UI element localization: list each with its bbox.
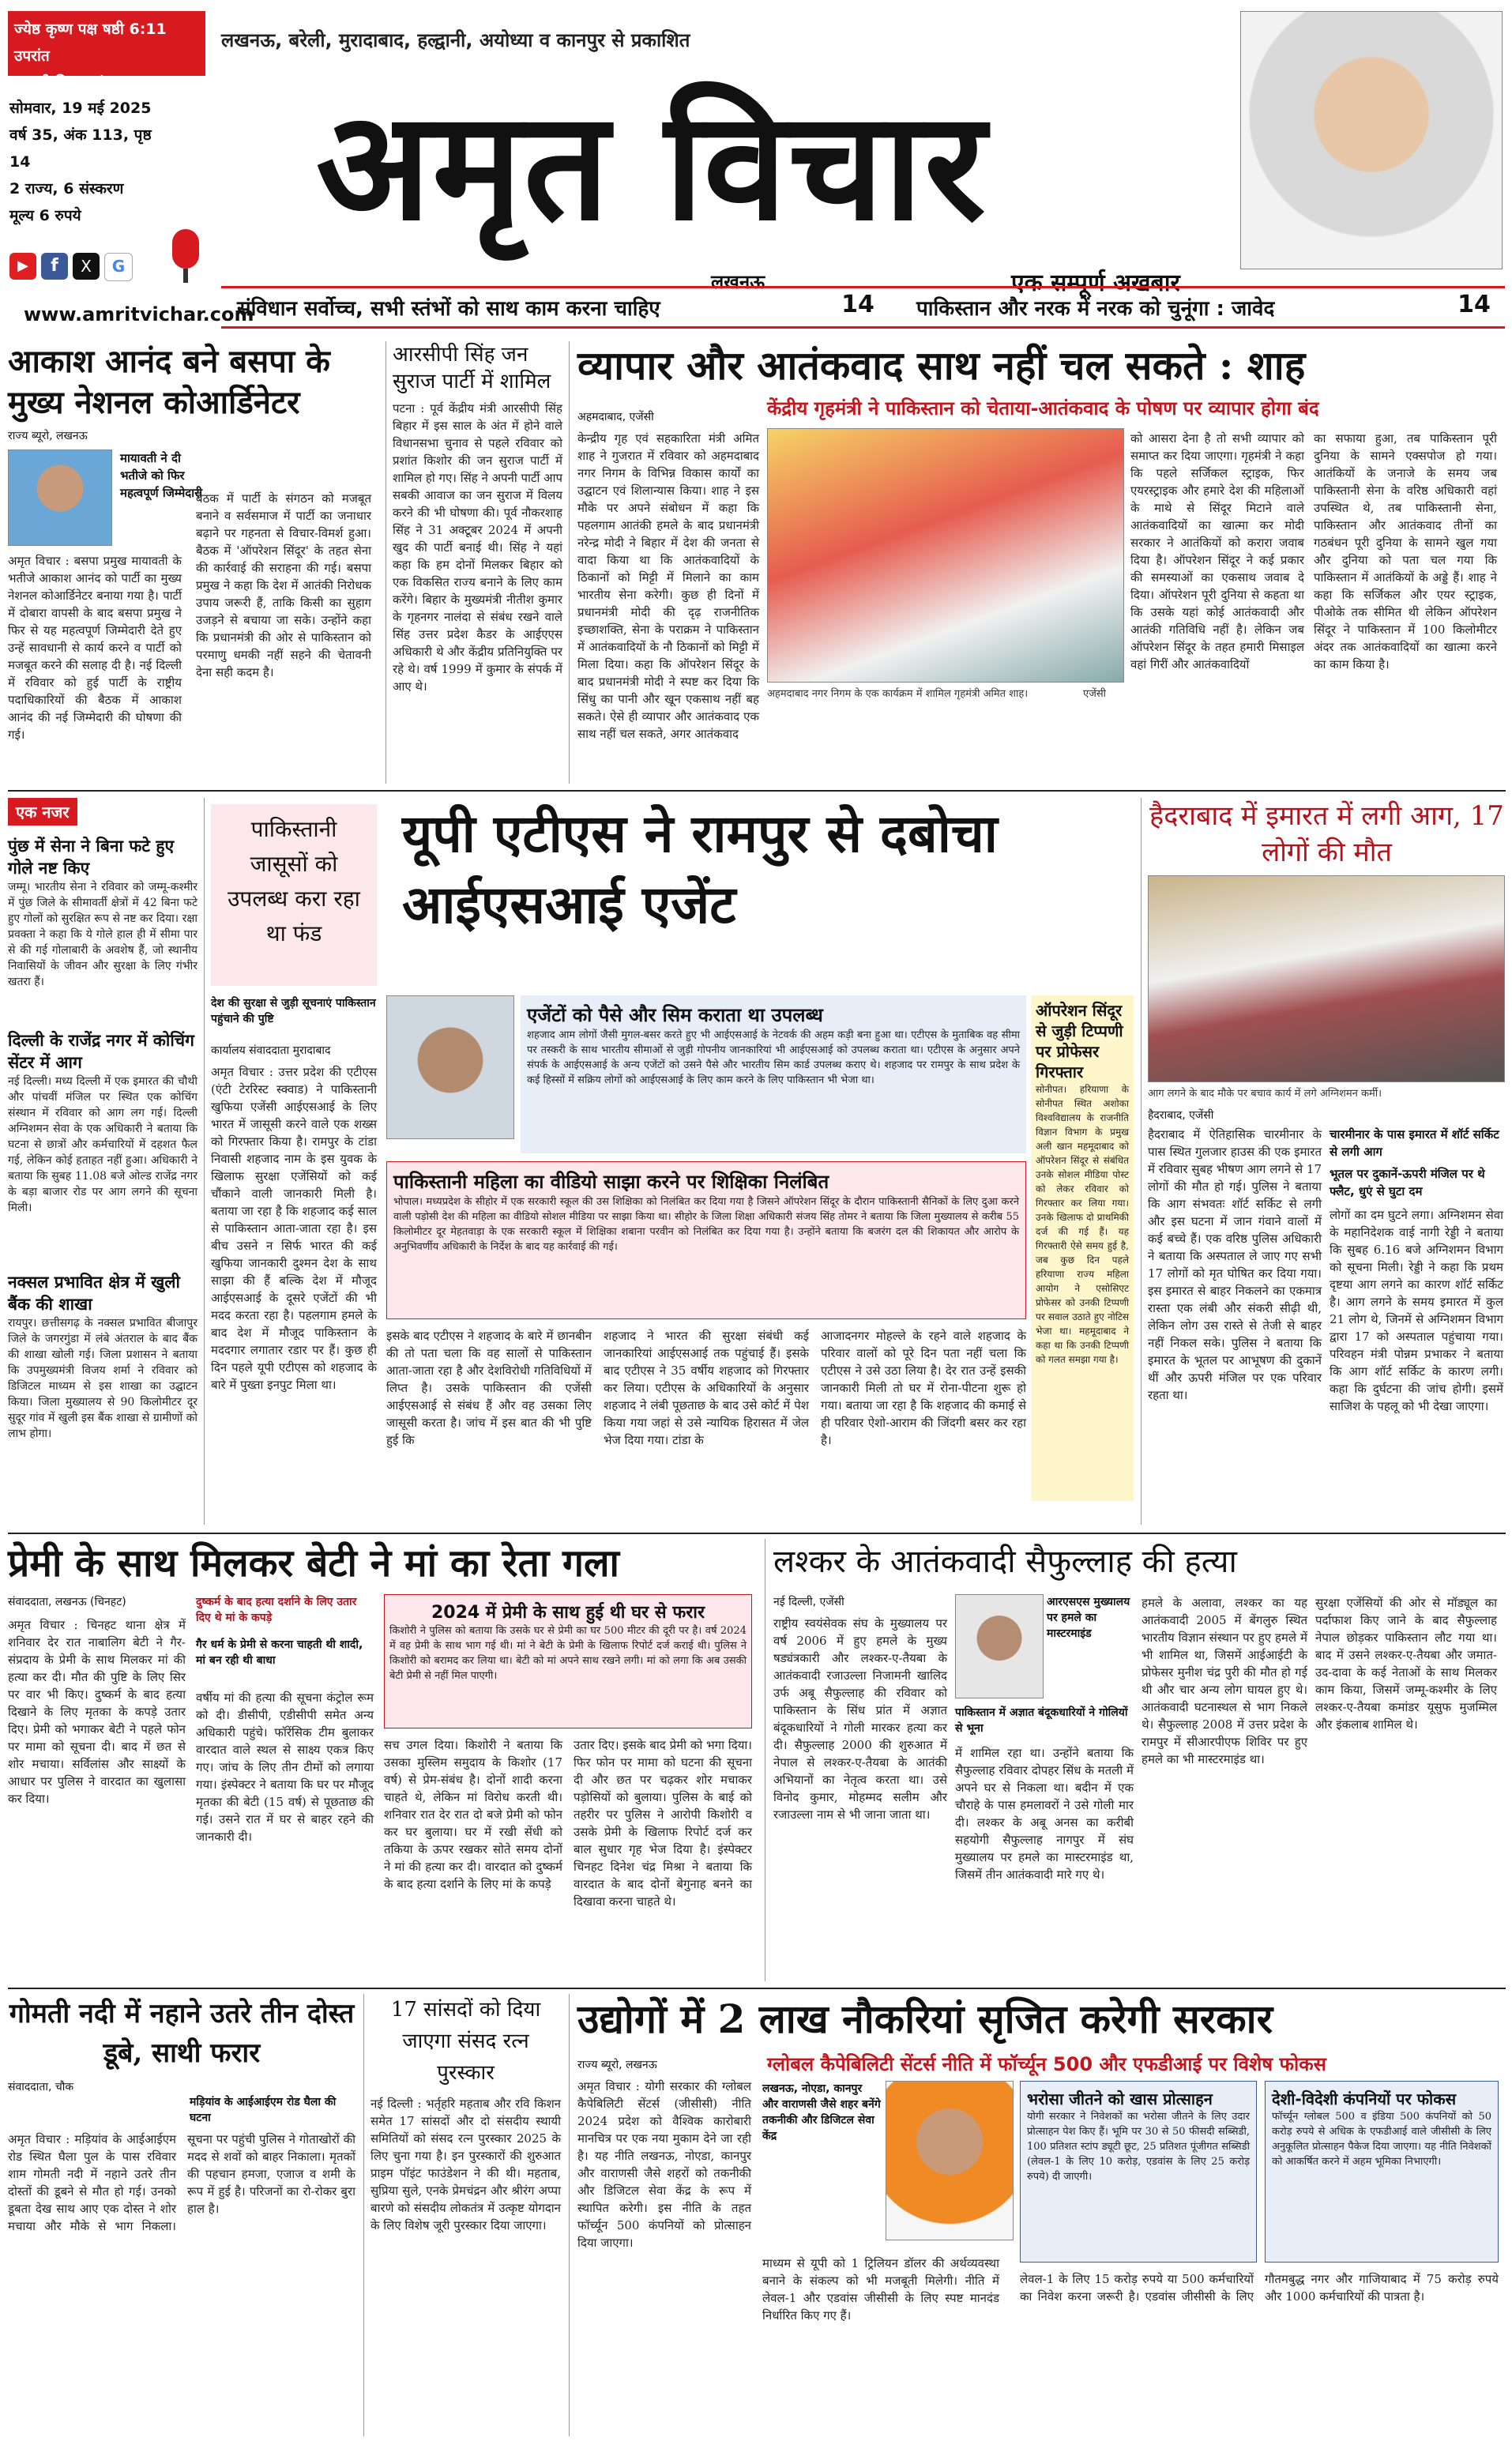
microphone-logo (158, 229, 213, 284)
editions-line: लखनऊ, बरेली, मुरादाबाद, हल्द्वानी, अयोध्या व कानपुर से प्रकाशित (221, 29, 690, 51)
story-lashkar (765, 1539, 1506, 1981)
story-jobs (569, 1994, 1506, 2436)
hyd-body-1: हैदराबाद में ऐतिहासिक चारमीनार के पास स्थित गुलजार हाउस की एक इमारत में रविवार सुबह भीषण आग लगने से 17 लोगों की मौत हो गई। पुलिस ने बताया कि आग संभवतः शॉर्ट सर्किट से लगी और इस घटना में जान गंवाने वालों में कई बच्चे हैं। एक वरिष्ठ पुलिस अधिकारी ने बताया कि अस्पताल ले जाए गए सभी 17 लोगों को मृत घोषित कर दिया गया। इस इमारत से बाहर निकलने का एकमात्र रास्ता एक लंबी और संकरी सीढ़ी थी, लेकिन लोग उस रास्ते से तेजी से बाहर नहीं निकल सके। पुलिस ने बताया कि इमारत के भूतल पर आभूषण की दुकानें थीं और ऊपरी मंजिल पर एक परिवार रहता था। (1148, 1127, 1322, 1402)
jobs-box2-body: फॉर्च्यून ग्लोबल 500 व इंडिया 500 कंपनियों को 50 करोड़ रुपये से अधिक के एफडीआई वाले जीसीसी के लिए अनुकूलित प्रोत्साहन पैकेज दिया जाएगा। यह नीति निवेशकों को आकर्षित करने में अहम भूमिका निभाएगी। (1272, 2111, 1491, 2168)
teaser-bar (221, 286, 1505, 329)
shah-headline: व्यापार और आतंकवाद साथ नहीं चल सकते : शाह (577, 342, 1306, 389)
teaser-1-page: 14 (837, 288, 878, 322)
premi-body-3: सच उगल दिया। किशोरी ने बताया कि उसका मुस्लिम समुदाय के किशोर (17 वर्ष) से प्रेम-संबंध है। दोनों शादी करना चाहते थे, लेकिन मां विरोध करती थी। शनिवार रात देर रात दो बजे प्रेमी को फोन कर घर बुलाया। घर में रखी सेंधी को तकिया के ऊपर रखकर सोते समय दोनों ने मां की हत्या कर दी। वारदात को दुष्कर्म के बाद हत्या दर्शाने के लिए मां के कपड़े (384, 1738, 562, 1891)
prof-headline: ऑपरेशन सिंदूर से जुड़ी टिप्पणी पर प्रोफेसर गिरफ्तार (1036, 1001, 1123, 1081)
social-icons (9, 253, 133, 283)
ats-box-body: शहजाद आम लोगों जैसी मुगल-बसर करते हुए भी आईएसआई के नेटवर्क की अहम कड़ी बना हुआ था। एटीएस के मुताबिक वह सीमा पर तस्करी के साथ भारतीय सीमाओं से जुड़ी गोपनीय जानकारियां भी आईएसआई को उपलब्ध कराता था। एटीएस के अनुसार अपने संपर्क के आईएसआई के अन्य एजेंटों को उसने पैसे और भारतीय सिम कार्ड उपलब्ध कराए थे। शहजाद पर रामपुर के साथ प्रदेश के कई हिस्सों में सक्रिय लोगों को आईएसआई के लिए काम करने के लिए पाकिस्तान भी भेजा था। (527, 1029, 1020, 1086)
x-icon[interactable]: X (73, 253, 100, 280)
website-url[interactable]: www.amritvichar.com (24, 303, 254, 325)
ats-headline: यूपी एटीएस ने रामपुर से दबोचा आईएसआई एजेंट (402, 803, 998, 935)
nazar-b3: रायपुर। छत्तीसगढ़ के नक्सल प्रभावित बीजापुर जिले के जगरगुंडा में लंबे अंतराल के बाद बैंक की शाखा खोली गई। जिला प्रशासन ने बताया कि उपमुख्यमंत्री विजय शर्मा ने रविवार को डिजिटल माध्यम से इस शाखा का उद्घाटन किया। जिला मुख्यालय से 90 किलोमीटर दूर सुदूर गांव में खुली इस बैंक शाखा से ग्रामीणों को लाभ होगा। (8, 1317, 197, 1440)
hyd-photo-caption: आग लगने के बाद मौके पर बचाव कार्य में लगे अग्निशमन कर्मी। (1148, 1088, 1382, 1100)
bsp-headline: आकाश आनंद बने बसपा के मुख्य नेशनल कोआर्डिनेटर (8, 343, 330, 421)
jobs-body-2: माध्यम से यूपी को 1 ट्रिलियन डॉलर की अर्थव्यवस्था बनाने के संकल्प को भी मजबूती मिलेगी। नीति में लेवल-1 और एडवांस जीसीसी के लिए स्पष्ट मानदंड निर्धारित किए गए हैं। (762, 2256, 999, 2323)
jobs-box1-body: योगी सरकार ने निवेशकों का भरोसा जीतने के लिए उदार प्रोत्साहन पेश किए हैं। भूमि पर 30 से 50 फीसदी सब्सिडी, 100 प्रतिशत स्टांप ड्यूटी छूट, 25 प्रतिशत पूंजीगत सब्सिडी (लेवल-1 के लिए 10 करोड़, एडवांस के लिए 25 करोड़ रुपये) दी जाएगी। (1027, 2111, 1250, 2183)
premi-headline: प्रेमी के साथ मिलकर बेटी ने मां का रेता गला (8, 1541, 619, 1585)
shah-dateline: अहमदाबाद, एजेंसी (577, 411, 654, 423)
bsp-body-2: बैठक में पार्टी के संगठन को मजबूत बनाने व सर्वसमाज में पार्टी का जनाधार बढ़ाने पर गहनता से विचार-विमर्श हुआ। बैठक में 'ऑपरेशन सिंदूर' के तहत सेना की कार्रवाई की सराहना की गई। बसपा प्रमुख ने कहा कि देश में आतंकी निरोधक उपाय जरूरी हैं, ताकि किसी का सुहाग उजड़ने से बचाया जा सके। उन्होंने कहा कि प्रधानमंत्री की ओर से पाकिस्तान को परमाणु धमकी नहीं सहने की चेतावनी देना सही कदम है। (196, 491, 371, 679)
yogi-photo (886, 2081, 1014, 2240)
prof-body: सोनीपत। हरियाणा के सोनीपत स्थित अशोका विश्वविद्यालय के राजनीति विज्ञान विभाग के प्रमुख अली खान महमूदाबाद को ऑपरेशन सिंदूर से संबंधित उनके सोशल मीडिया पोस्ट को लेकर रविवार को गिरफ्तार कर लिया गया। उनके खिलाफ दो प्राथमिकी दर्ज की गई हैं। यह गिरफ्तारी ऐसे समय हुई है, जब कुछ दिन पहले हरियाणा राज्य महिला आयोग ने एसोसिएट प्रोफेसर को उनकी टिप्पणी पर सवाल उठाते हुए नोटिस भेजा था। महमूदाबाद ने कहा था कि उनकी टिप्पणी को गलत समझा गया है। (1036, 1084, 1129, 1365)
shah-photo (767, 428, 1124, 683)
ek-nazar (8, 798, 197, 1525)
ats-box (521, 995, 1026, 1153)
premi-body-2: वर्षीय मां की हत्या की सूचना कंट्रोल रूम को दी। डीसीपी, एडीसीपी समेत अन्य अधिकारी पहुंचे। फॉरेंसिक टीम बुलाकर वारदात वाले स्थल से साक्ष्य एकत्र किए गए। जांच के लिए तीन टीमों को लगाया गया। इंस्पेक्टर ने बताया कि घर पर मौजूद मृतका की बेटी (15 वर्ष) से पूछताछ की गई। उसने रात में घर से बाहर रहने की जानकारी दी। (196, 1691, 374, 1844)
lashkar-body-2: में शामिल रहा था। उन्होंने बताया कि सैफुल्लाह रविवार दोपहर सिंध के मतली में अपने घर से निकला था। बदीन में एक चौराहे के पास हमलावरों ने उसे गोली मार दी। लश्कर के अबू अनस का करीबी सहयोगी सैफुल्लाह नागपुर में संघ मुख्यालय पर हमले का मास्टरमाइंड था, जिसमें तीन आतंकवादी मारे गए थे। (955, 1746, 1134, 1882)
volume: वर्ष 35, अंक 113, पृष्ठ 14 (9, 126, 152, 171)
saifullah-photo (955, 1594, 1044, 1698)
story-hyd (1141, 798, 1506, 1525)
teacher-box (386, 1161, 1026, 1319)
prof-box (1031, 995, 1134, 1501)
hyd-bullet-2: भूतल पर दुकानें-ऊपरी मंजिल पर थे फ्लैट, धुएं से घुटा दम (1330, 1167, 1485, 1198)
lashkar-body-3: हमले के अलावा, लश्कर का यह आतंकवादी 2005 में बेंगलुरु स्थित भारतीय विज्ञान संस्थान पर हुए हमले में भी शामिल था, जिसमें आईआईटी के प्रोफेसर मुनीश चंद्र पुरी की मौत हो गई थी और चार अन्य लोग घायल हुए थे। आतंकवादी घटनास्थल से भाग निकले थे। सैफुल्लाह 2008 में उत्तर प्रदेश के रामपुर में सीआरपीएफ शिविर पर हुए हमले का भी मास्टरमाइंड था। (1142, 1596, 1307, 1766)
ats-box-headline: एजेंटों को पैसे और सिम कराता था उपलब्ध (527, 1004, 823, 1026)
price: मूल्य 6 रुपये (9, 207, 81, 224)
teaser-2-page: 14 (1457, 291, 1491, 318)
rcp-headline: आरसीपी सिंह जन सुराज पार्टी में शामिल (393, 343, 551, 393)
states: 2 राज्य, 6 संस्करण (9, 180, 124, 197)
ats-body-2: इसके बाद एटीएस ने शहजाद के बारे में छानबीन की तो पता चला कि वह सालों से पाकिस्तान आता-जाता रहा है और देशविरोधी गतिविधियों में लिप्त है। उसके पाकिस्तान की एजेंसी आईएसआई से संबंध हैं और वह उसका लिए जासूसी करता है। जांच में इस बात की भी पुष्टि हुई कि (386, 1329, 592, 1447)
jobs-subhead: ग्लोबल कैपेबिलिटी सेंटर्स नीति में फॉर्च्यून 500 और एफडीआई पर विशेष फोकस (767, 2053, 1326, 2075)
gomti-bullet: मड़ियांव के आईआईएम रोड घैला की घटना (190, 2096, 337, 2124)
panchang-line-1: ज्येष्ठ कृष्ण पक्ष षष्ठी 6:11 उपरांत (14, 21, 167, 65)
jobs-body-1: अमृत विचार : योगी सरकार की ग्लोबल कैपेबिलिटी सेंटर्स (जीसीसी) नीति 2024 प्रदेश को वैश्विक कारोबारी मानचित्र पर एक नया मुकाम देने जा रही है। यह नीति लखनऊ, नोएडा, कानपुर और वाराणसी जैसे शहरों को तकनीकी और डिजिटल सेवा केंद्र के रूप में स्थापित करेगी। इस नीति के तहत फॉर्च्यून 500 कंपनियों को प्रोत्साहन दिया जाएगा। (577, 2079, 751, 2250)
gomti-body: अमृत विचार : मड़ियांव के आईआईएम रोड स्थित घैला पुल के पास रविवार शाम गोमती नदी में नहाने उतरे तीन दोस्तों की डूबने से मौत हो गई। उनको डूबता देख साथ आए एक दोस्त ने शोर मचाया और मौके से भाग निकला। सूचना पर पहुंची पुलिस ने गोताखोरों की मदद से शवों को बाहर निकाला। मृतकों की पहचान हमजा, एजाज व शमी के रूप में हुई है। परिजनों का रो-रोकर बुरा हाल है। (8, 2132, 355, 2233)
masthead (0, 0, 1512, 332)
ats-body-1: अमृत विचार : उत्तर प्रदेश की एटीएस (एंटी टेररिस्ट स्क्वाड) ने पाकिस्तानी खुफिया एजेंसी आईएसआई के लिए भारत में जासूसी करने वाले एक शख्स को गिरफ्तार किया है। रामपुर के टांडा निवासी शहजाद नाम के इस युवक के खिलाफ सुरक्षा एजेंसियों को कई चौंकाने वाली जानकारी मिली है। बताया जा रहा है कि शहजाद कई साल से पाकिस्तान आता-जाता रहा है। इस बीच उसने न सिर्फ भारत की कई खुफिया जानकारी दुश्मन देश के साथ साझा की हैं बल्कि देश में मौजूद आईएसआई के दूसरे एजेंटों की भी मदद करता रहा है। पहलगाम हमले के बाद देश में मौजूद पाकिस्तान के मददगार लगातार रडार पर हैं। कुछ ही दिन पहले यूपी एटीएस को शहजाद के बारे में पुख्ता इनपुट मिला था। (211, 1065, 377, 1392)
ek-nazar-label: एक नजर (8, 798, 77, 826)
story-premi (8, 1539, 757, 1981)
youtube-icon[interactable]: ▶ (9, 253, 36, 280)
google-icon[interactable]: G (104, 253, 133, 281)
story-ats (204, 798, 1135, 1525)
teacher-headline: पाकिस्तानी महिला का वीडियो साझा करने पर शिक्षिका निलंबित (393, 1171, 829, 1193)
newspaper-title: अमृत विचार (316, 77, 987, 254)
hyd-dateline: हैदराबाद, एजेंसी (1148, 1109, 1214, 1122)
bsp-dateline: राज्य ब्यूरो, लखनऊ (8, 430, 88, 442)
ats-bullet: देश की सुरक्षा से जुड़ी सूचनाएं पाकिस्तान पहुंचाने की पुष्टि (211, 997, 376, 1025)
story-mps (363, 1994, 561, 2436)
hyd-photo (1148, 875, 1505, 1082)
ats-side-box (211, 804, 377, 986)
issue-info (9, 95, 175, 229)
jobs-dateline: राज्य ब्यूरो, लखनऊ (577, 2059, 657, 2071)
premi-body-1: अमृत विचार : चिनहट थाना क्षेत्र में शनिवार देर रात नाबालिग बेटी ने गैर-संप्रदाय के प्रेमी के साथ मिलकर मां की हत्या कर दी। मौत की पुष्टि के लिए सिर पर वार भी किए। दुष्कर्म के बाद हत्या दिखाने के लिए मृतका के कपड़े उतार दिए। प्रेमी को भगाकर बेटी ने पहले फोन पर मामा को सूचना दी। बाद में छत से शोर मचाया। सर्विलांस और साक्ष्यों के आधार पर पुलिस ने वारदात का खुलासा कर दिया। (8, 1618, 186, 1806)
ats-body-3: शहजाद ने भारत की सुरक्षा संबंधी कई जानकारियां आईएसआई तक पहुंचाई हैं। इसके बाद एटीएस ने 35 वर्षीय शहजाद को गिरफ्तार कर लिया। एटीएस के अधिकारियों के अनुसार शहजाद ने लंबी पूछताछ के बाद उसे कोर्ट में पेश किया गया जहां से उसे न्यायिक हिरासत में जेल भेज दिया गया। टांडा के (604, 1329, 809, 1447)
jobs-bullet: लखनऊ, नोएडा, कानपुर और वाराणसी जैसे शहर बनेंगे तकनीकी और डिजिटल सेवा केंद्र (762, 2082, 881, 2142)
teaser-2[interactable]: पाकिस्तान और नरक में नरक को चुनूंगा : जावेद (916, 297, 1275, 321)
hyd-body-2: लोगों का दम घुटने लगा। अग्निशमन सेवा के महानिदेशक वाई नागी रेड्डी ने बताया कि सुबह 6.16 बजे अग्निशमन विभाग को सूचना मिली। रेड्डी ने कहा कि प्रथम दृष्टया आग लगने का कारण शॉर्ट सर्किट है। आग लगने के समय इमारत में कुल 21 लोग थे, जिनमें से अग्निशमन विभाग द्वारा 17 को अस्पताल पहुंचाया गया। परिवहन मंत्री पोन्नम प्रभाकर ने बताया कि आग शॉर्ट सर्किट के कारण लगी। कहा कि दुर्घटना की जांच होगी। इसमें साजिश के पहलू को भी देखा जाएगा। (1330, 1208, 1503, 1413)
javed-photo (1240, 11, 1503, 269)
hyd-bullet-1: चारमीनार के पास इमारत में शॉर्ट सर्किट से लगी आग (1330, 1127, 1499, 1159)
lashkar-body-4: सुरक्षा एजेंसियों की ओर से मॉड्यूल का पर्दाफाश किए जाने के बाद सैफुल्लाह नेपाल छोड़कर पाकिस्तान लौट गया था। बाद में उसने लश्कर-ए-तैयबा और जमात-उद-दावा के कई नेताओं के साथ मिलकर काम किया, जिसमें जम्मू-कश्मीर के लिए लश्कर-ए-तैयबा कमांडर यूसुफ मुजम्मिल और इंकलाब शामिल थे। (1315, 1596, 1497, 1732)
lashkar-photo-caption: आरएसएस मुख्यालय पर हमले का मास्टरमाइंड (1047, 1596, 1130, 1640)
shah-body-3: का सफाया हुआ, तब पाकिस्तान पूरी दुनिया के सामने एक्सपोज हो गया। आतंकियों के जनाजे के समय जब पाकिस्तानी सेना के वरिष्ठ अधिकारी वहां उपस्थित थे, तब पाकिस्तानी सेना, पाकिस्तान और आतंकवाद तीनों का गठबंधन पूरी दुनिया के सामने खुल गया और दुनिया को पता चल गया कि पाकिस्तान में आतंकियों के अड्डे हैं। शाह ने कहा कि सर्जिकल और एयर स्ट्राइक, पीओके तक सीमित थी लेकिन ऑपरेशन सिंदूर ने पाकिस्तान में 100 किलोमीटर अंदर तक आतंकवादियों का खात्मा करने का काम किया है। (1314, 431, 1497, 671)
ats-body-4: आजादनगर मोहल्ले के रहने वाले शहजाद के परिवार वालों को पूरे दिन पता नहीं चला कि एटीएस ने उसे उठा लिया है। देर रात उन्हें इसकी जानकारी मिली तो घर में रोना-पीटना शुरू हो गया। बताया जा रहा है कि शहजाद की कमाई से ही परिवार ऐशो-आराम की जिंदगी बसर कर रहा है। (821, 1329, 1026, 1447)
ats-side-headline: पाकिस्तानी जासूसों को उपलब्ध करा रहा था फंड (228, 816, 360, 946)
jobs-box-1 (1020, 2081, 1257, 2263)
story-rcp (386, 341, 562, 784)
bsp-body-1: अमृत विचार : बसपा प्रमुख मायावती के भतीजे आकाश आनंद को पार्टी का मुख्य नेशनल कोआर्डिनेटर बनाया गया है। पार्टी में दोबारा वापसी के बाद बसपा प्रमुख ने फिर से यह महत्वपूर्ण जिम्मेदारी देते हुए उन्हें सावधानी से कार्य करने व पार्टी को मजबूत करने की सलाह दी है। नई दिल्ली में रविवार को हुई पार्टी के राष्ट्रीय पदाधिकारियों की बैठक में आकाश आनंद की नई जिम्मेदारी की घोषणा की गई। (8, 554, 182, 742)
shahzad-photo (386, 995, 514, 1139)
shah-body-2: को आसरा देना है तो सभी व्यापार को समाप्त कर दिया जाएगा। गृहमंत्री ने कहा कि पहले सर्जिकल स्ट्राइक, फिर एयरस्ट्राइक और हमारे देश की महिलाओं के माथे से सिंदूर मिटाने वाले आतंकवादियों का खात्मा कर मोदी सरकार ने आतंकियों को करारा जवाब दिया है। ऑपरेशन सिंदूर ने कई प्रकार की समस्याओं का एकसाथ जवाब दे दिया। ऑपरेशन पूरी दुनिया से कहता था कि उसके यहां कोई आतंकवादी और आतंकी गतिविधि नहीं है। लेकिन जब ऑपरेशन सिंदूर के तहत हमारी मिसाइल वहां गिरीं और आतंकवादियों (1130, 431, 1304, 671)
mps-body: नई दिल्ली : भर्तृहरि महताब और रवि किशन समेत 17 सांसदों और दो संसदीय स्थायी समितियों को संसद रत्न पुरस्कार 2025 के लिए चुना गया है। इन पुरस्कारों की शुरुआत प्राइम पॉइंट फाउंडेशन ने की थी। महताब, सुप्रिया सुले, एनके प्रेमचंद्रन और श्रीरंग अप्पा बारणे को संसदीय लोकतंत्र में उत्कृष्ट योगदान के लिए विशेष जूरी पुरस्कार दिया जाएगा। (370, 2097, 561, 2232)
premi-dateline: संवाददाता, लखनऊ (चिनहट) (8, 1596, 126, 1608)
lashkar-body-1: राष्ट्रीय स्वयंसेवक संघ के मुख्यालय पर वर्ष 2006 में हुए हमले के मुख्य षड्यंत्रकारी और लश्कर-ए-तैयबा के आतंकवादी रजाउल्ला निजामनी खालिद उर्फ अबू सैफुल्लाह की रविवार को पाकिस्तान के सिंध प्रांत में अज्ञात बंदूकधारियों ने गोली मारकर हत्या कर दी। सैफुल्लाह 2000 की शुरुआत में नेपाल से लश्कर-ए-तैयबा के आतंकी अभियानों का नेतृत्व करता था। उसे विनोद कुमार, मोहम्मद सलीम और रजाउल्ला नाम से भी जाना जाता था। (773, 1616, 947, 1822)
lashkar-headline: लश्कर के आतंकवादी सैफुल्लाह की हत्या (773, 1544, 1237, 1580)
jobs-box-2 (1265, 2081, 1499, 2263)
facebook-icon[interactable]: f (41, 253, 68, 280)
jobs-box1-headline: भरोसा जीतने को खास प्रोत्साहन (1027, 2090, 1213, 2108)
divider-2 (8, 1533, 1506, 1534)
shah-subhead: केंद्रीय गृहमंत्री ने पाकिस्तान को चेताया-आतंकवाद के पोषण पर व्यापार होगा बंद (767, 397, 1319, 419)
lashkar-bullet: पाकिस्तान में अज्ञात बंदूकधारियों ने गोलियों से भूना (955, 1706, 1128, 1735)
premi-body-4: उतार दिए। इसके बाद प्रेमी को भगा दिया। फिर फोन पर मामा को घटना की सूचना दी और छत पर चढ़कर शोर मचाकर पड़ोसियों को बुलाया। पुलिस के बाई को तहरीर पर पुलिस ने आरोपी किशोरी व उसके प्रेमी के खिलाफ रिपोर्ट दर्ज कर बाल सुधार गृह भेज दिया है। इंस्पेक्टर चिनहट दिनेश चंद्र मिश्रा ने बताया कि वारदात के बाद दोनों बेगुनाह बनने का दिखावा करना चाहते थे। (574, 1738, 752, 1909)
lashkar-dateline: नई दिल्ली, एजेंसी (773, 1596, 844, 1608)
divider-3 (8, 1988, 1506, 1989)
panchang-box (8, 11, 205, 92)
jobs-headline: उद्योगों में 2 लाख नौकरियां सृजित करेगी सरकार (577, 1995, 1273, 2042)
premi-box-headline: 2024 में प्रेमी के साथ हुई थी घर से फरार (431, 1603, 705, 1623)
city-name: लखनऊ (711, 271, 765, 293)
bsp-photo-caption: मायावती ने दी भतीजे को फिर महत्वपूर्ण जिम्मेदारी (120, 451, 203, 500)
mps-headline: 17 सांसदों को दिया जाएगा संसद रत्न पुरस्कार (390, 1998, 541, 2085)
hyd-headline: हैदराबाद में इमारत में लगी आग, 17 लोगों की मौत (1149, 800, 1504, 868)
nazar-b1: जम्मू। भारतीय सेना ने रविवार को जम्मू-कश्मीर में पुंछ जिले के सीमावर्ती क्षेत्रों में 42 बिना फटे हुए गोलों को सुरक्षित रूप से नष्ट कर दिया। रक्षा प्रवक्ता ने कहा कि ये गोले हाल ही में सीमा पार से की गई गोलाबारी के अवशेष हैं, जो स्थानीय निवासियों के जीवन और सुरक्षा के लिए गंभीर खतरा हैं। (8, 881, 197, 988)
premi-box (384, 1594, 752, 1728)
premi-bullet-2: गैर धर्म के प्रेमी से करना चाहती थी शादी, मां बन रही थी बाधा (196, 1638, 363, 1667)
jobs-body-3: लेवल-1 के लिए 15 करोड़ रुपये या 500 कर्मचारियों का निवेश करना जरूरी है। एडवांस जीसीसी के लिए गौतमबुद्ध नगर और गाजियाबाद में 75 करोड़ रुपये और 1000 कर्मचारियों की पात्रता है। (1020, 2272, 1499, 2304)
gomti-dateline: संवाददाता, चौक (8, 2081, 74, 2093)
day-date: सोमवार, 19 मई 2025 (9, 100, 152, 117)
divider-1 (8, 790, 1506, 792)
story-shah (569, 341, 1506, 784)
shah-photo-credit: एजेंसी (1083, 688, 1106, 700)
teacher-body: भोपाल। मध्यप्रदेश के सीहोर में एक सरकारी स्कूल की उस शिक्षिका को निलंबित कर दिया गया है जिसने ऑपरेशन सिंदूर के दौरान पाकिस्तानी सैनिकों के लिए दुआ करने वाली पड़ोसी देश की महिला का वीडियो सोशल मीडिया पर साझा किया था। सीहोर के जिला शिक्षा अधिकारी संजय सिंह तोमर ने बताया कि जिला मुख्यालय से करीब 55 किलोमीटर दूर मेहतवाड़ा के एक सरकारी स्कूल में शिक्षिका शबाना परवीन को निलंबित कर दिया गया है। उन्होंने बताया कि बजरंग दल की शिकायत और आरोप के अनुभिवर्णीय अधिकारी के निर्देश के बाद यह कार्रवाई की गई। (393, 1196, 1019, 1253)
tagline: एक सम्पूर्ण अखबार (1011, 269, 1180, 297)
shah-photo-caption: अहमदाबाद नगर निगम के एक कार्यक्रम में शामिल गृहमंत्री अमित शाह। (767, 688, 1029, 700)
nazar-h2: दिल्ली के राजेंद्र नगर में कोचिंग सेंटर में आग (8, 1031, 194, 1072)
nazar-b2: नई दिल्ली। मध्य दिल्ली में एक इमारत की चौथी और पांचवीं मंजिल पर स्थित एक कोचिंग संस्थान में रविवार को आग लग गई। दिल्ली अग्निशमन सेवा के एक अधिकारी ने बताया कि घटना से छात्रों और कर्मचारियों में दहशत फैल गई, लेकिन कोई हताहत नहीं हुआ। अधिकारी ने बताया कि सुबह 11.08 बजे ओल्ड राजेंद्र नगर के बड़ा बाजार रोड पर आग लगने की सूचना मिली। (8, 1075, 197, 1214)
premi-box-body: किशोरी ने पुलिस को बताया कि उसके घर से प्रेमी का घर 500 मीटर की दूरी पर है। वर्ष 2024 में वह प्रेमी के साथ भाग गई थी। मां ने बेटी के प्रेमी के खिलाफ रिपोर्ट दर्ज कराई थी। पुलिस ने किशोरी को बरामद कर लिया था। बेटी को मां अपने साथ रखने लगी। मां को लगा कि अब उसकी बेटी प्रेमी से नहीं मिल पाएगी। (389, 1625, 747, 1682)
story-gomti (8, 1994, 355, 2436)
teaser-1[interactable]: संविधान सर्वोच्च, सभी स्तंभों को साथ काम करना चाहिए (237, 297, 660, 321)
jobs-box2-headline: देशी-विदेशी कंपनियों पर फोकस (1272, 2090, 1457, 2108)
shah-body-1a: केन्द्रीय गृह एवं सहकारिता मंत्री अमित शाह ने गुजरात में रविवार को अहमदाबाद नगर निगम के विभिन्न विकास कार्यों का उद्घाटन एवं शिलान्यास किया। शाह ने इस मौके पर अपने संबोधन में कहा कि पहलगाम आतंकी हमले के बाद प्रधानमंत्री नरेन्द्र मोदी ने बिहार में देश की जनता से वादा किया था कि आतंकवादियों के ठिकानों को मिट्टी में मिलाने का काम भारतीय सेना करेगी। कुछ ही दिनों में प्रधानमंत्री मोदी की दृढ़ राजनीतिक इच्छाशक्ति, सेना के पराक्रम ने पाकिस्तान में आतंकवादियों के नौ ठिकानों को मिट्टी में मिला दिया। कहा कि ऑपरेशन सिंदूर के बाद प्रधानमंत्री मोदी ने स्पष्ट कर दिया कि सिंधु का पानी और खून एकसाथ नहीं बह सकते। ऐसे ही व्यापार और आतंकवाद एक साथ नहीं चल सकते, अगर आतंकवाद (577, 431, 759, 741)
akash-photo (8, 450, 112, 546)
gomti-headline: गोमती नदी में नहाने उतरे तीन दोस्त डूबे, साथी फरार (9, 1998, 355, 2069)
nazar-h1: पुंछ में सेना ने बिना फटे हुए गोले नष्ट किए (8, 837, 175, 878)
premi-bullet-1: दुष्कर्म के बाद हत्या दर्शाने के लिए उतार दिए थे मां के कपड़े (196, 1596, 357, 1624)
rcp-body: पटना : पूर्व केंद्रीय मंत्री आरसीपी सिंह बिहार में इस साल के अंत में होने वाले विधानसभा चुनाव से पहले रविवार को प्रशांत किशोर की जन सुराज पार्टी में शामिल हो गए। सिंह ने अपनी पार्टी आप सबकी आवाज का जन सुराज में विलय करने की भी घोषणा की। पूर्व नौकरशाह सिंह ने 31 अक्टूबर 2024 में अपनी खुद की पार्टी बनाई थी। सिंह ने यहां कहा कि हम दोनों मिलकर बिहार को एक विकसित राज्य बनाने के लिए काम करेंगे। बिहार के मुख्यमंत्री नीतीश कुमार के गृहनगर नालंदा से संबंध रखने वाले सिंह उत्तर प्रदेश कैडर के आईएएस अधिकारी थे और केंद्रीय प्रतिनियुक्ति पर रहे थे। वर्ष 1999 में कुमार के संपर्क में आए थे। (393, 401, 562, 694)
nazar-h3: नक्सल प्रभावित क्षेत्र में खुली बैंक की शाखा (8, 1273, 180, 1314)
ats-dateline: कार्यालय संवाददाता मुरादाबाद (211, 1044, 331, 1057)
panchang-line-2: सप्तमी विक्रम संवत 2082 (14, 74, 168, 92)
